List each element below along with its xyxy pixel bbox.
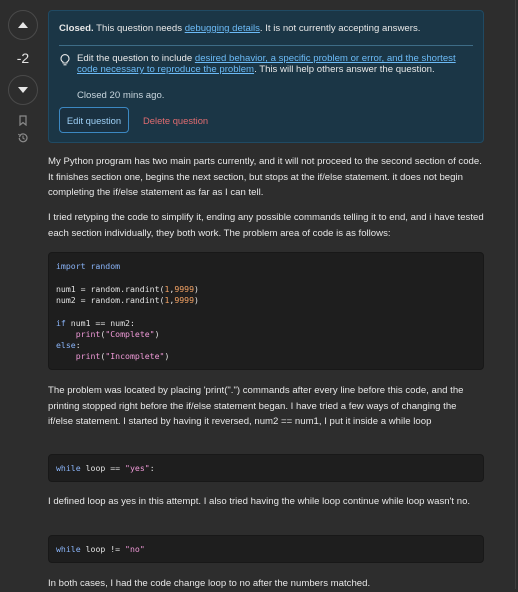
guidance-link[interactable]: desired behavior, a specific problem or error, and the shortest code necessary to reproduce the problem (77, 53, 456, 75)
guidance-text-end: . This will help others answer the question. (254, 64, 435, 75)
code-number: 9999 (174, 295, 195, 305)
code-token: ( (100, 351, 106, 361)
paragraph-4: I defined loop as yes in this attempt. I also tried having the while loop continue while loop wasn't no. (48, 496, 471, 507)
code-builtin: print (56, 329, 101, 339)
code-builtin: print (56, 351, 101, 361)
edit-question-button[interactable]: Edit question (59, 107, 129, 133)
code-token: , (169, 295, 175, 305)
code-token: , (169, 284, 175, 294)
code-line (56, 351, 169, 361)
code-line (56, 463, 155, 473)
code-number: 9999 (174, 284, 195, 294)
code-token: : (149, 463, 155, 473)
code-number: 1 (164, 295, 170, 305)
notice-heading (59, 23, 420, 34)
code-token: loop == (80, 463, 126, 473)
code-keyword: if (56, 318, 66, 328)
code-line (56, 284, 199, 294)
chevron-up-icon (17, 21, 29, 29)
closed-notice (48, 10, 484, 143)
downvote-button[interactable] (8, 75, 38, 105)
code-token: num1 = random.randint( (56, 284, 165, 294)
code-token: num1 == num2: (65, 318, 135, 328)
chevron-down-icon (17, 86, 29, 94)
code-line (56, 329, 160, 339)
bookmark-icon (19, 115, 27, 126)
code-token: : (75, 340, 81, 350)
paragraph-3: The problem was located by placing 'print(".") commands after every line before this code, and the printing stopped right before the if/else statement began. I have tried a few ways of changing the if/else statement. I started by having it reversed, num2 == num1, I put it inside a while loop (48, 385, 464, 427)
code-line (56, 295, 199, 305)
code-token: loop != (80, 544, 126, 554)
guidance-text: Edit the question to include (77, 53, 195, 64)
notice-title: Closed. (59, 23, 94, 34)
code-block-2 (48, 454, 484, 482)
code-number: 1 (164, 284, 170, 294)
upvote-button[interactable] (8, 10, 38, 40)
history-button[interactable] (8, 132, 38, 144)
code-token: ) (164, 351, 170, 361)
lightbulb-icon (60, 54, 70, 66)
code-line (56, 340, 81, 350)
code-keyword: else (56, 340, 76, 350)
paragraph-2: I tried retyping the code to simplify it, ending any possible commands telling it to end, and i have tested each section individually, they both work. The problem area of code is as follows: (48, 212, 484, 239)
code-keyword: while (56, 463, 81, 473)
code-token: ) (154, 329, 160, 339)
right-divider (515, 0, 516, 589)
vote-column (8, 10, 38, 144)
closed-time: Closed 20 mins ago. (77, 90, 165, 101)
code-line (56, 544, 145, 554)
bookmark-button[interactable] (8, 115, 38, 126)
code-token: import random (56, 261, 121, 271)
code-string: "Incomplete" (105, 351, 165, 361)
code-token: ( (100, 329, 106, 339)
code-string: "no" (125, 544, 145, 554)
paragraph-5: In both cases, I had the code change loop to no after the numbers matched. (48, 578, 371, 589)
paragraph-1: My Python program has two main parts currently, and it will not proceed to the second section of code. It finishes section one, begins the next section, but stops at the if/else statement. it does not begin completing the if/else statement as far as I can tell. (48, 156, 482, 198)
code-token: ) (194, 284, 199, 294)
notice-text: This question needs (93, 23, 185, 34)
delete-question-button[interactable]: Delete question (143, 115, 209, 126)
code-string: "yes" (125, 463, 150, 473)
vote-count: -2 (16, 50, 30, 66)
code-keyword: while (56, 544, 81, 554)
code-line (56, 261, 120, 271)
notice-guidance (77, 53, 477, 75)
notice-divider (59, 45, 473, 46)
code-string: "Complete" (105, 329, 155, 339)
code-token: num2 = random.randint( (56, 295, 165, 305)
history-icon (17, 132, 29, 144)
code-block-1 (48, 252, 484, 370)
code-line (56, 318, 135, 328)
code-block-3 (48, 535, 484, 563)
code-token: ) (194, 295, 199, 305)
debugging-details-link[interactable]: debugging details (184, 23, 260, 34)
notice-text-end: . It is not currently accepting answers. (259, 23, 421, 34)
